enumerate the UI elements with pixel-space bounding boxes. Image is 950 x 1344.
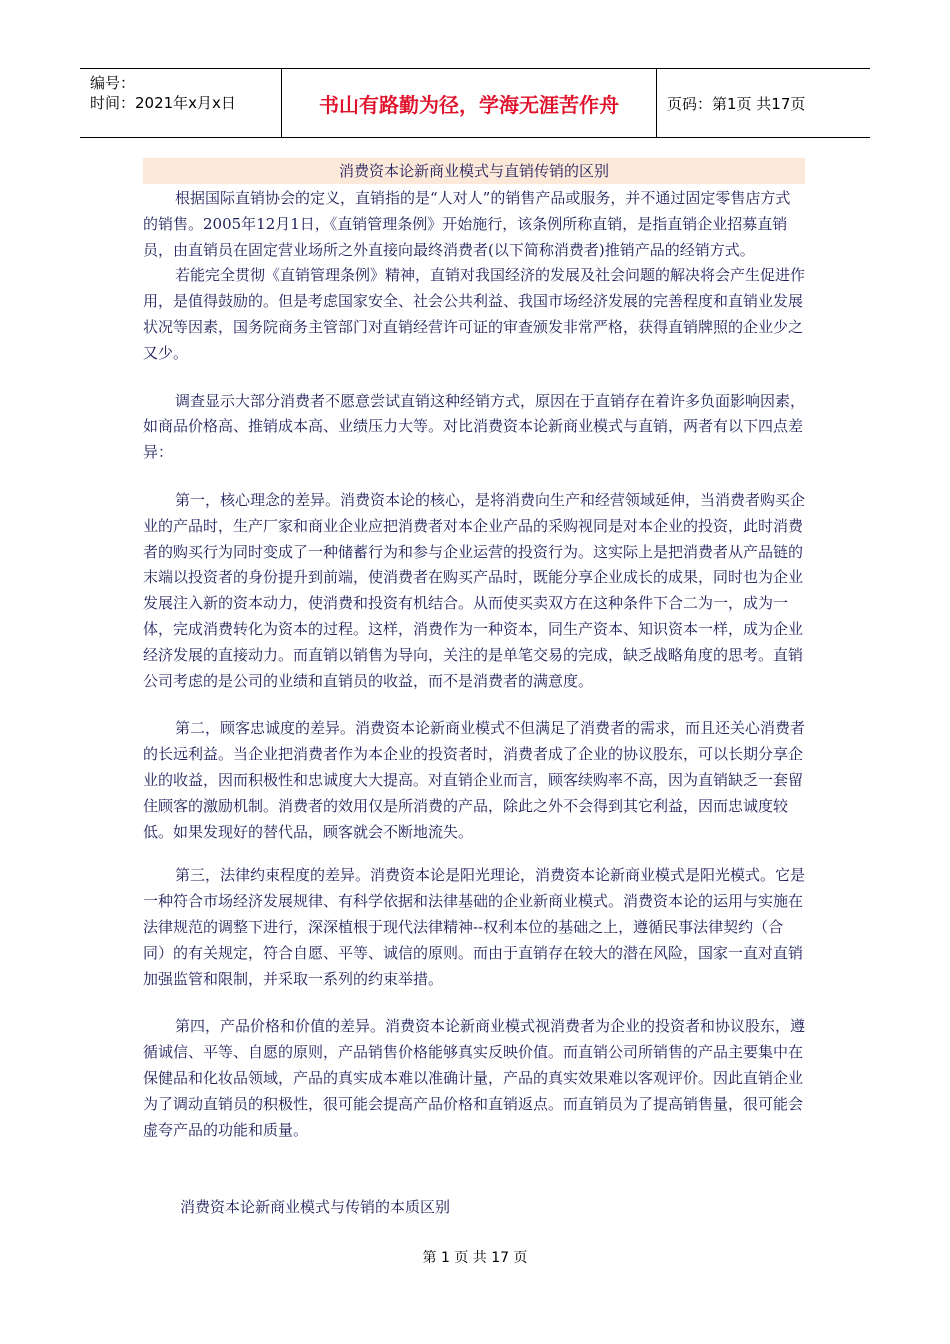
header-page-cell [657, 69, 870, 137]
section-subtitle: 消费资本论新商业模式与传销的本质区别 [180, 1198, 451, 1216]
header-page-label: 页码：第1页 共17页 [667, 94, 806, 113]
page-footer [0, 1247, 950, 1267]
document-title: 消费资本论新商业模式与直销传销的区别 [143, 158, 805, 184]
paragraph-regulation: 若能完全贯彻《直销管理条例》精神，直销对我国经济的发展及社会问题的解决将会产生促进作用，是值得鼓励的。但是考虑国家安全、社会公共利益、我国市场经济发展的完善程度和直销业发展状况等因素，国务院商务主管部门对直销经营许可证的审查颁发非常严格，获得直销牌照的企业少之又少。 [143, 266, 806, 362]
header-meta [80, 69, 282, 137]
header-motto: 书山有路勤为径，学海无涯苦作舟 [319, 92, 619, 117]
footer-total-pages: 17 [491, 1250, 510, 1266]
document-body [143, 186, 805, 1143]
header-time-label: 时间：2021年x月x日 [90, 94, 236, 112]
page-header [80, 68, 870, 138]
paragraph-difference-2: 第二，顾客忠诚度的差异。消费资本论新商业模式不但满足了消费者的需求，而且还关心消费者的长远利益。当企业把消费者作为本企业的投资者时，消费者成了企业的协议股东，可以长期分享企业的收益，因而积极性和忠诚度大大提高。对直销企业而言，顾客续购率不高，因为直销缺乏一套留住顾客的激励机制。消费者的效用仅是所消费的产品，除此之外不会得到其它利益，因而忠诚度较低。如果发现好的替代品，顾客就会不断地流失。 [143, 719, 806, 841]
footer-suffix: 页 [513, 1250, 528, 1266]
footer-middle: 页 共 [454, 1250, 487, 1266]
paragraph-difference-4: 第四，产品价格和价值的差异。消费资本论新商业模式视消费者为企业的投资者和协议股东，遵循诚信、平等、自愿的原则，产品销售价格能够真实反映价值。而直销公司所销售的产品主要集中在保健品和化妆品领域，产品的真实成本难以准确计量，产品的真实效果难以客观评价。因此直销企业为了调动直销员的积极性，很可能会提高产品价格和直销返点。而直销员为了提高销售量，很可能会虚夸产品的功能和质量。 [143, 1017, 806, 1139]
footer-prefix: 第 [422, 1250, 437, 1266]
paragraph-survey: 调查显示大部分消费者不愿意尝试直销这种经销方式，原因在于直销存在着许多负面影响因素，如商品价格高、推销成本高、业绩压力大等。对比消费资本论新商业模式与直销，两者有以下四点差异： [143, 391, 806, 462]
header-motto-cell [282, 69, 657, 137]
paragraph-definition: 根据国际直销协会的定义，直销指的是“人对人”的销售产品或服务，并不通过固定零售店方式的销售。2005年12月1日，《直销管理条例》开始施行，该条例所称直销，是指直销企业招募直销员，由直销员在固定营业场所之外直接向最终消费者(以下简称消费者)推销产品的经销方式。 [143, 189, 791, 259]
paragraph-difference-3: 第三，法律约束程度的差异。消费资本论是阳光理论，消费资本论新商业模式是阳光模式。它是一种符合市场经济发展规律、有科学依据和法律基础的企业新商业模式。消费资本论的运用与实施在法律规范的调整下进行，深深植根于现代法律精神--权利本位的基础之上，遵循民事法律契约（合同）的有关规定，符合自愿、平等、诚信的原则。而由于直销存在较大的潜在风险，国家一直对直销加强监管和限制，并采取一系列的约束举措。 [143, 866, 806, 988]
paragraph-difference-1: 第一，核心理念的差异。消费资本论的核心，是将消费向生产和经营领域延伸，当消费者购买企业的产品时，生产厂家和商业企业应把消费者对本企业产品的采购视同是对本企业的投资，此时消费者的购买行为同时变成了一种储蓄行为和参与企业运营的投资行为。这实际上是把消费者从产品链的末端以投资者的身份提升到前端，使消费者在购买产品时，既能分享企业成长的成果，同时也为企业发展注入新的资本动力，使消费和投资有机结合。从而使买卖双方在这种条件下合二为一，成为一体，完成消费转化为资本的过程。这样，消费作为一种资本，同生产资本、知识资本一样，成为企业经济发展的直接动力。而直销以销售为导向，关注的是单笔交易的完成，缺乏战略角度的思考。直销公司考虑的是公司的业绩和直销员的收益，而不是消费者的满意度。 [143, 490, 806, 690]
footer-page-number: 1 [440, 1250, 450, 1266]
header-number-label: 编号： [90, 74, 136, 92]
